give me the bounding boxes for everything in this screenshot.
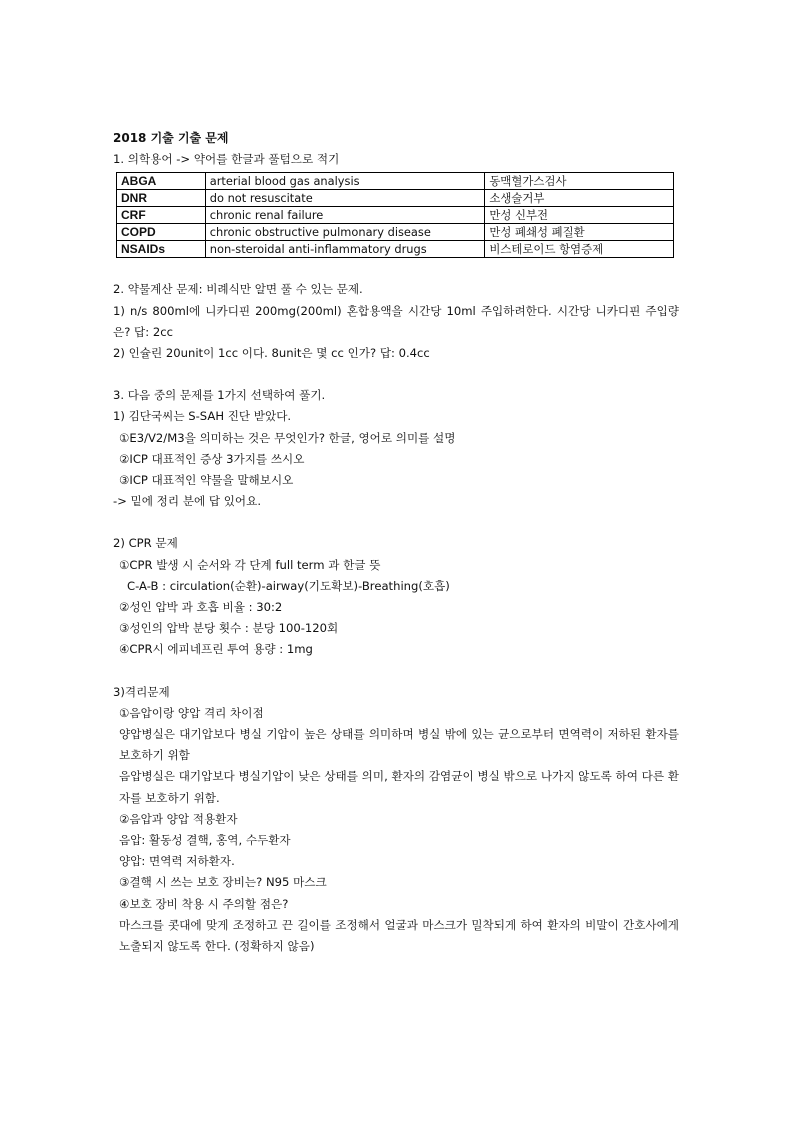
document-title: 2018 기출 기출 문제 <box>113 131 229 145</box>
cpr-question-c: ③성인의 압박 분당 횟수 : 분당 100-120회 <box>119 621 339 636</box>
q2-item-2: 2) 인슐린 20unit이 1cc 이다. 8unit은 몇 cc 인가? 답: 0.4cc <box>113 346 430 361</box>
isolation-answer-d: 마스크를 콧대에 맞게 조정하고 끈 길이를 조정해서 얼굴과 마스크가 밀착되게 하여 환자의 비말이 간호사에게 노출되지 않도록 한다. (정확하지 않음) <box>119 917 679 954</box>
isolation-question-title: 3)격리문제 <box>113 684 170 699</box>
sah-note: -> 밑에 정리 분에 답 있어요. <box>113 494 262 509</box>
sah-question-a: ①E3/V2/M3을 의미하는 것은 무엇인가? 한글, 영어로 의미를 설명 <box>119 430 456 445</box>
korean-cell: 만성 폐쇄성 폐질환 <box>485 224 674 241</box>
full-term-cell: chronic obstructive pulmonary disease <box>205 224 485 241</box>
isolation-answer-negative: 음압병실은 대기압보다 병실기압이 낮은 상태를 의미, 환자의 감염균이 병실 밖으로 나가지 않도록 하여 다른 환자를 보호하기 위함. <box>119 769 679 805</box>
isolation-question-b: ②음압과 양압 적용환자 <box>119 811 238 826</box>
cpr-question-a: ①CPR 발생 시 순서와 각 단계 full term 과 한글 뜻 <box>119 557 381 572</box>
table-row <box>117 173 674 190</box>
abbr-cell: CRF <box>117 207 206 224</box>
korean-cell: 비스테로이드 항염증제 <box>485 241 674 258</box>
q2-item-1: 1) n/s 800ml에 니카디핀 200mg(200ml) 혼합용액을 시간당 10ml 주입하려한다. 시간당 니카디핀 주입량은? 답: 2cc <box>113 303 679 339</box>
table-row <box>117 207 674 224</box>
abbr-cell: ABGA <box>117 173 206 190</box>
isolation-question-c: ③결핵 시 쓰는 보호 장비는? N95 마스크 <box>119 875 327 890</box>
isolation-question-d: ④보호 장비 착용 시 주의할 점은? <box>119 896 289 911</box>
full-term-cell: non-steroidal anti-inflammatory drugs <box>205 241 485 258</box>
terms-table <box>116 172 674 258</box>
abbr-cell: COPD <box>117 224 206 241</box>
abbr-cell: DNR <box>117 190 206 207</box>
korean-cell: 동맥혈가스검사 <box>485 173 674 190</box>
full-term-cell: chronic renal failure <box>205 207 485 224</box>
cpr-question-title: 2) CPR 문제 <box>113 536 178 551</box>
full-term-cell: arterial blood gas analysis <box>205 173 485 190</box>
cpr-question-b: ②성인 압박 과 호흡 비율 : 30:2 <box>119 600 283 615</box>
isolation-question-a: ①음압이랑 양압 격리 차이점 <box>119 705 264 720</box>
table-row <box>117 224 674 241</box>
table-row <box>117 190 674 207</box>
document-page <box>113 128 679 957</box>
korean-cell: 소생술거부 <box>485 190 674 207</box>
full-term-cell: do not resuscitate <box>205 190 485 207</box>
cpr-question-d: ④CPR시 에피네프린 투여 용량 : 1mg <box>119 642 313 657</box>
cpr-answer-a: C-A-B : circulation(순환)-airway(기도확보)-Breathing(호흡) <box>127 578 450 593</box>
sah-question-c: ③ICP 대표적인 약물을 말해보시오 <box>119 473 294 488</box>
isolation-answer-b-positive: 양압: 면역력 저하환자. <box>119 854 235 869</box>
isolation-answer-b-negative: 음압: 활동성 결핵, 홍역, 수두환자 <box>119 833 291 848</box>
q3-heading: 3. 다음 중의 문제를 1가지 선택하여 풀기. <box>113 388 326 403</box>
sah-question-b: ②ICP 대표적인 증상 3가지를 쓰시오 <box>119 451 305 466</box>
table-row <box>117 241 674 258</box>
q1-heading: 1. 의학용어 -> 약어를 한글과 풀텀으로 적기 <box>113 152 340 167</box>
abbr-cell: NSAIDs <box>117 241 206 258</box>
isolation-answer-positive: 양압병실은 대기압보다 병실 기압이 높은 상태를 의미하며 병실 밖에 있는 균으로부터 면역력이 저하된 환자를 보호하기 위함 <box>119 727 679 763</box>
korean-cell: 만성 신부전 <box>485 207 674 224</box>
q2-heading: 2. 약물계산 문제: 비례식만 알면 풀 수 있는 문제. <box>113 282 363 297</box>
sah-question-title: 1) 김단국씨는 S-SAH 진단 받았다. <box>113 409 292 424</box>
